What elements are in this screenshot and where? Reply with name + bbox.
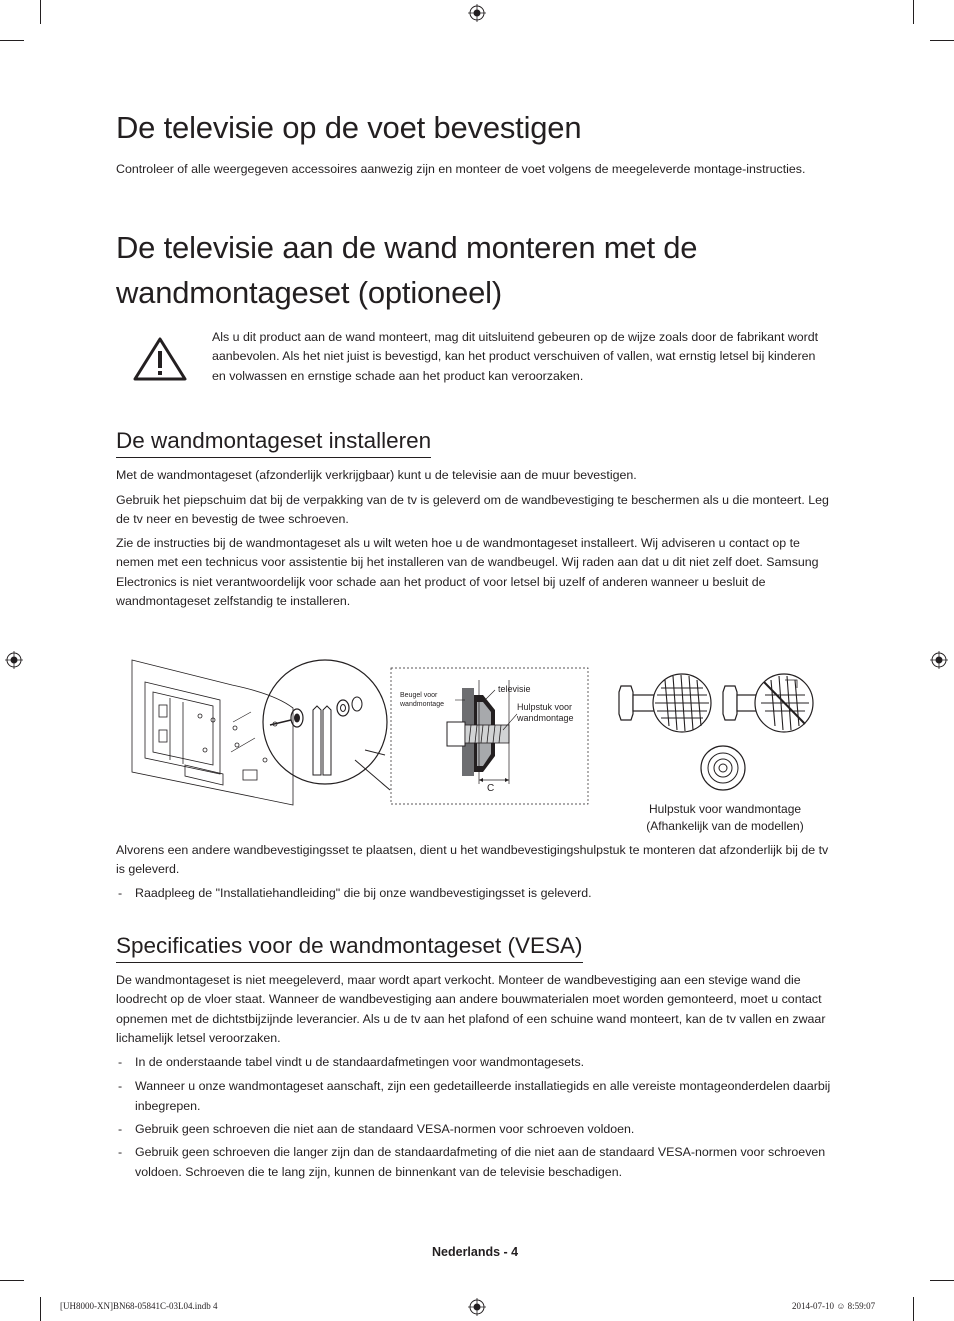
label-holder: Hulpstuk voor wandmontage <box>517 702 574 723</box>
crop-mark <box>913 1297 914 1321</box>
registration-mark-icon <box>468 1298 486 1316</box>
crop-mark <box>0 1280 24 1281</box>
tv-back-illustration <box>132 660 293 805</box>
registration-mark-icon <box>930 651 948 669</box>
list-item: - Raadpleeg de "Installatiehandleiding" die bij onze wandbevestigingsset is geleverd. <box>118 886 592 900</box>
diagram-caption: Hulpstuk voor wandmontage (Afhankelijk van de modellen) <box>646 802 804 833</box>
list-item: - Gebruik geen schroeven die niet aan de standaard VESA-normen voor schroeven voldoen. <box>118 1122 635 1136</box>
section-title-vesa: Specificaties voor de wandmontageset (VESA) <box>116 932 583 963</box>
crop-mark <box>930 40 954 41</box>
crop-mark <box>913 0 914 24</box>
install-paragraph: Met de wandmontageset (afzonderlijk verkrijgbaar) kunt u de televisie aan de muur bevestigen. <box>116 468 637 482</box>
label-c: C <box>487 783 495 794</box>
warning-text: Als u dit product aan de wand monteert, mag dit uitsluitend gebeuren op de wijze zoals door de fabrikant wordt aanbevolen. Als het niet juist is bevestigd, kan het product verschuiven of vallen, wat ernstig letsel bij kinderen en volwassen en ernstige schade aan het product kan veroorzaken. <box>212 330 819 383</box>
screw-correct-icon <box>619 674 711 732</box>
label-bracket: Beugel voor wandmontage <box>400 692 444 708</box>
screw-incorrect-icon <box>723 674 813 732</box>
stand-instructions: Controleer of alle weergegeven accessoires aanwezig zijn en monteer de voet volgens de meegeleverde montage-instructies. <box>116 162 806 176</box>
registration-mark-icon <box>468 4 486 22</box>
section-title-wall-mount <box>116 225 697 315</box>
vesa-paragraph: De wandmontageset is niet meegeleverd, maar wordt apart verkocht. Monteer de wandbevestiging aan een stevige wand die loodrecht op de vloer staat. Wanneer de wandbevestiging aan andere bouwmaterialen moet worden gemonteerd, moet u contact opnemen met de dichtstbijzijnde leverancier. Als u de tv aan het plafond of een schuine wand monteert, kan de tv vallen en zwaar lichamelijk letsel veroorzaken. <box>116 973 826 1046</box>
crop-mark <box>930 1280 954 1281</box>
holder-note: Alvorens een andere wandbevestigingsset te plaatsen, dient u het wandbevestigingshulpstuk te monteren dat afzonderlijk bij de tv is geleverd. <box>116 843 829 877</box>
list-item: - Wanneer u onze wandmontageset aanschaft, zijn een gedetailleerde installatiegids en alle vereiste montageonderdelen daarbij inbegrepen. <box>118 1079 831 1113</box>
crop-mark <box>40 0 41 24</box>
install-paragraph: Zie de instructies bij de wandmontageset als u wilt weten hoe u de wandmontageset installeert. Wij adviseren u contact op te nemen met een technicus voor assistentie bij het installeren van de wandbeugel. Wij raden aan dat u dit niet zelf doet. Samsung Electronics is niet verantwoordelijk voor schade aan het product of voor letsel bij uzelf of anderen wanneer u besluit de wandmontageset zelfstandig te installeren. <box>116 536 819 609</box>
zoom-circle <box>263 660 390 790</box>
crop-mark <box>0 40 24 41</box>
footer-timestamp: 2014-07-10 ☺ 8:59:07 <box>792 1301 876 1311</box>
title-line: wandmontageset (optioneel) <box>116 275 502 310</box>
warning-triangle-icon <box>132 336 188 382</box>
crop-mark <box>40 1297 41 1321</box>
label-tv: televisie <box>498 684 531 694</box>
list-item: - Gebruik geen schroeven die langer zijn dan de standaardafmeting of die niet aan de standaard VESA-normen voor schroeven voldoen. Schroeven die te lang zijn, kunnen de binnenkant van de televisie beschadigen. <box>118 1145 826 1179</box>
title-line: De televisie aan de wand monteren met de <box>116 230 698 265</box>
wall-mount-holder-icon <box>701 746 745 790</box>
section-title-install: De wandmontageset installeren <box>116 427 431 458</box>
install-paragraph: Gebruik het piepschuim dat bij de verpakking van de tv is geleverd om de wandbevestiging te beschermen als u die monteert. Leg de tv neer en bevestig de twee schroeven. <box>116 493 829 527</box>
footer-file-info: [UH8000-XN]BN68-05841C-03L04.indb 4 <box>60 1301 218 1311</box>
list-item: - In de onderstaande tabel vindt u de standaardafmetingen voor wandmontagesets. <box>118 1055 585 1069</box>
registration-mark-icon <box>5 651 23 669</box>
section-title-stand: De televisie op de voet bevestigen <box>116 110 582 145</box>
page-number: Nederlands - 4 <box>432 1245 519 1259</box>
cross-section-detail <box>447 680 517 784</box>
